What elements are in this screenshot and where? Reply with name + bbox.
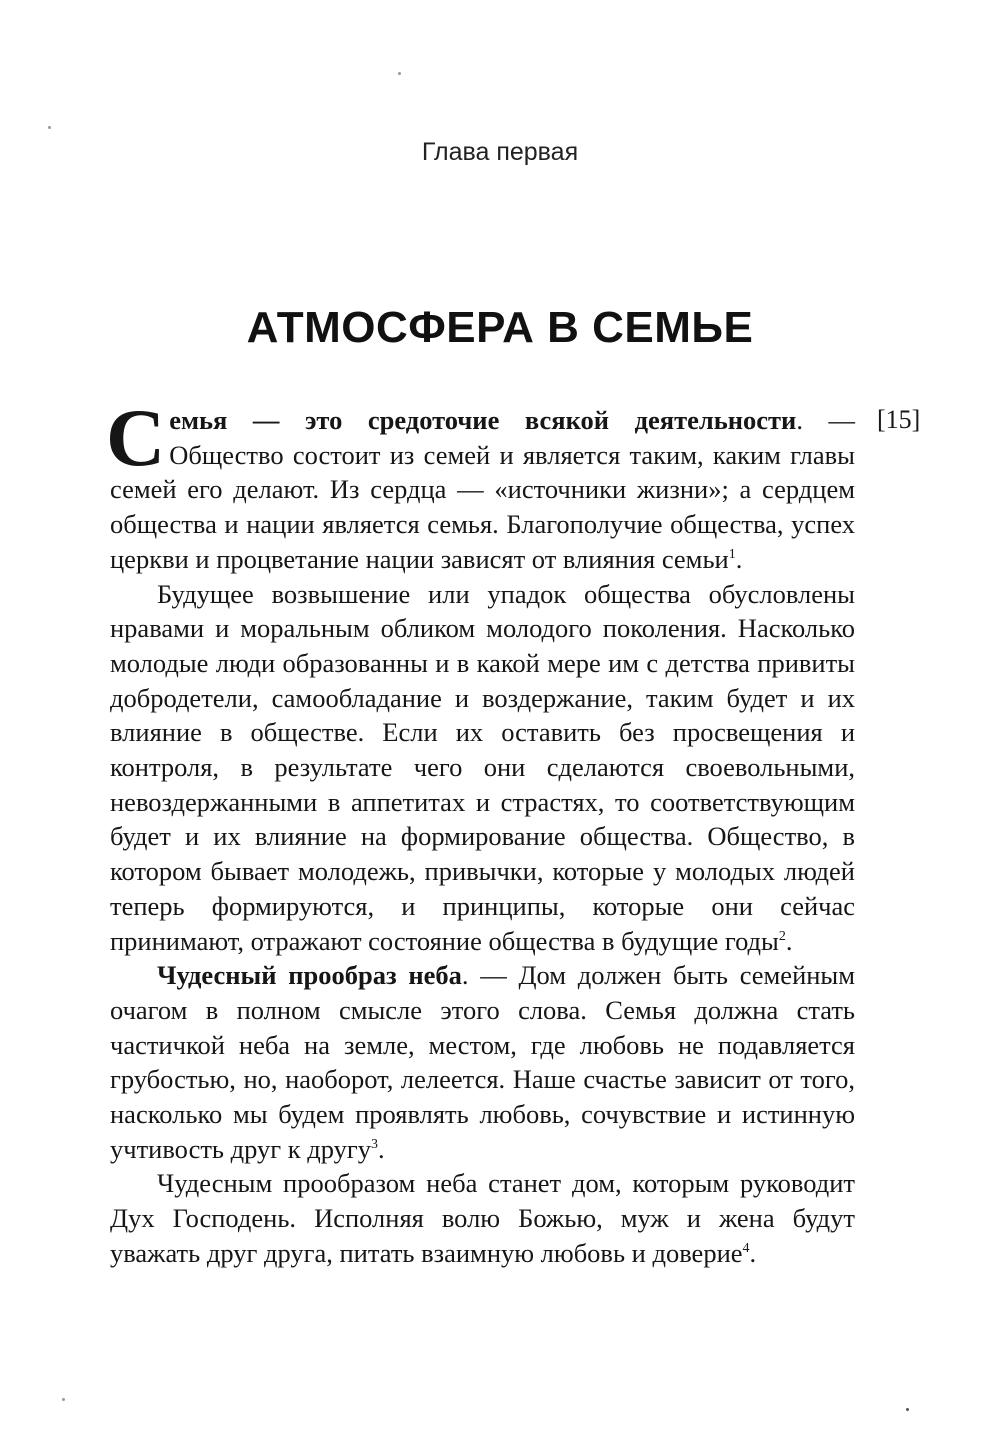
footnote-ref-3: 3 (371, 1136, 379, 1152)
paragraph-4-end: . (749, 1237, 757, 1268)
paragraph-2-text: Будущее возвышение или упадок общества обусловлены нравами и моральным обликом молодого поколения. Насколько молодые люди образованны и в какой мере им с детства привиты добродетели, самообладание и воздержание, таким будет и их влияние в обществе. Если их оставить без просвещения и контроля, в результате чего они сделаются своевольными, невоздержанными в аппетитах и страстях, то соответствующим будет и их влияние на формирование общества. Общество, в котором бывает молодежь, привычки, которые у молодых людей теперь формируются, и принципы, которые они сейчас принимают, отражают состояние общества в будущие годы (110, 578, 855, 956)
scan-speck (62, 1398, 65, 1401)
paragraph-3-end: . (378, 1133, 385, 1164)
paragraph-2-end: . (785, 925, 793, 956)
chapter-title: АТМОСФЕРА В СЕМЬЕ (246, 303, 754, 352)
footnote-ref-1: 1 (728, 546, 736, 562)
paragraph-3-text: . — Дом должен быть семейным очагом в полном смысле этого слова. Семья должна стать частичкой неба на земле, местом, где любовь не подавляется грубостью, но, наоборот, лелеется. Наше счастье зависит от того, насколько мы будем проявлять любовь, сочувствие и истинную учтивость друг к другу (110, 960, 856, 1164)
paragraph-3-heading: Чудесный прообраз неба (157, 960, 462, 991)
paragraph-4-text: Чудесным прообразом неба станет дом, которым руководит Дух Господень. Исполняя волю Божью, муж и жена будут уважать друг друга, питать взаимную любовь и доверие (110, 1168, 855, 1268)
paragraph-3 (110, 958, 855, 1166)
scan-speck (48, 126, 51, 129)
paragraph-4 (110, 1166, 855, 1270)
scan-speck (906, 1408, 909, 1411)
margin-page-reference: [15] (877, 405, 921, 434)
paragraph-1 (106, 392, 856, 577)
footnote-ref-2: 2 (778, 928, 786, 944)
footnote-ref-4: 4 (742, 1241, 750, 1257)
paragraph-1-heading: емья — это средоточие всякой деятельности (169, 405, 797, 435)
chapter-label: Глава первая (421, 138, 579, 166)
chapter-body (106, 392, 856, 1271)
drop-cap-letter: С (106, 392, 166, 483)
paragraph-1-text: . — Общество состоит из семей и является таким, каким главы семей его делают. Из сердца — «источники жизни»; а сердцем общества и нации является семья. Благополучие общества, успех церкви и процветание нации зависят от влияния семьи (110, 405, 856, 574)
paragraph-1-end: . (735, 543, 743, 574)
paragraph-2 (110, 577, 855, 959)
scan-speck (398, 72, 401, 75)
